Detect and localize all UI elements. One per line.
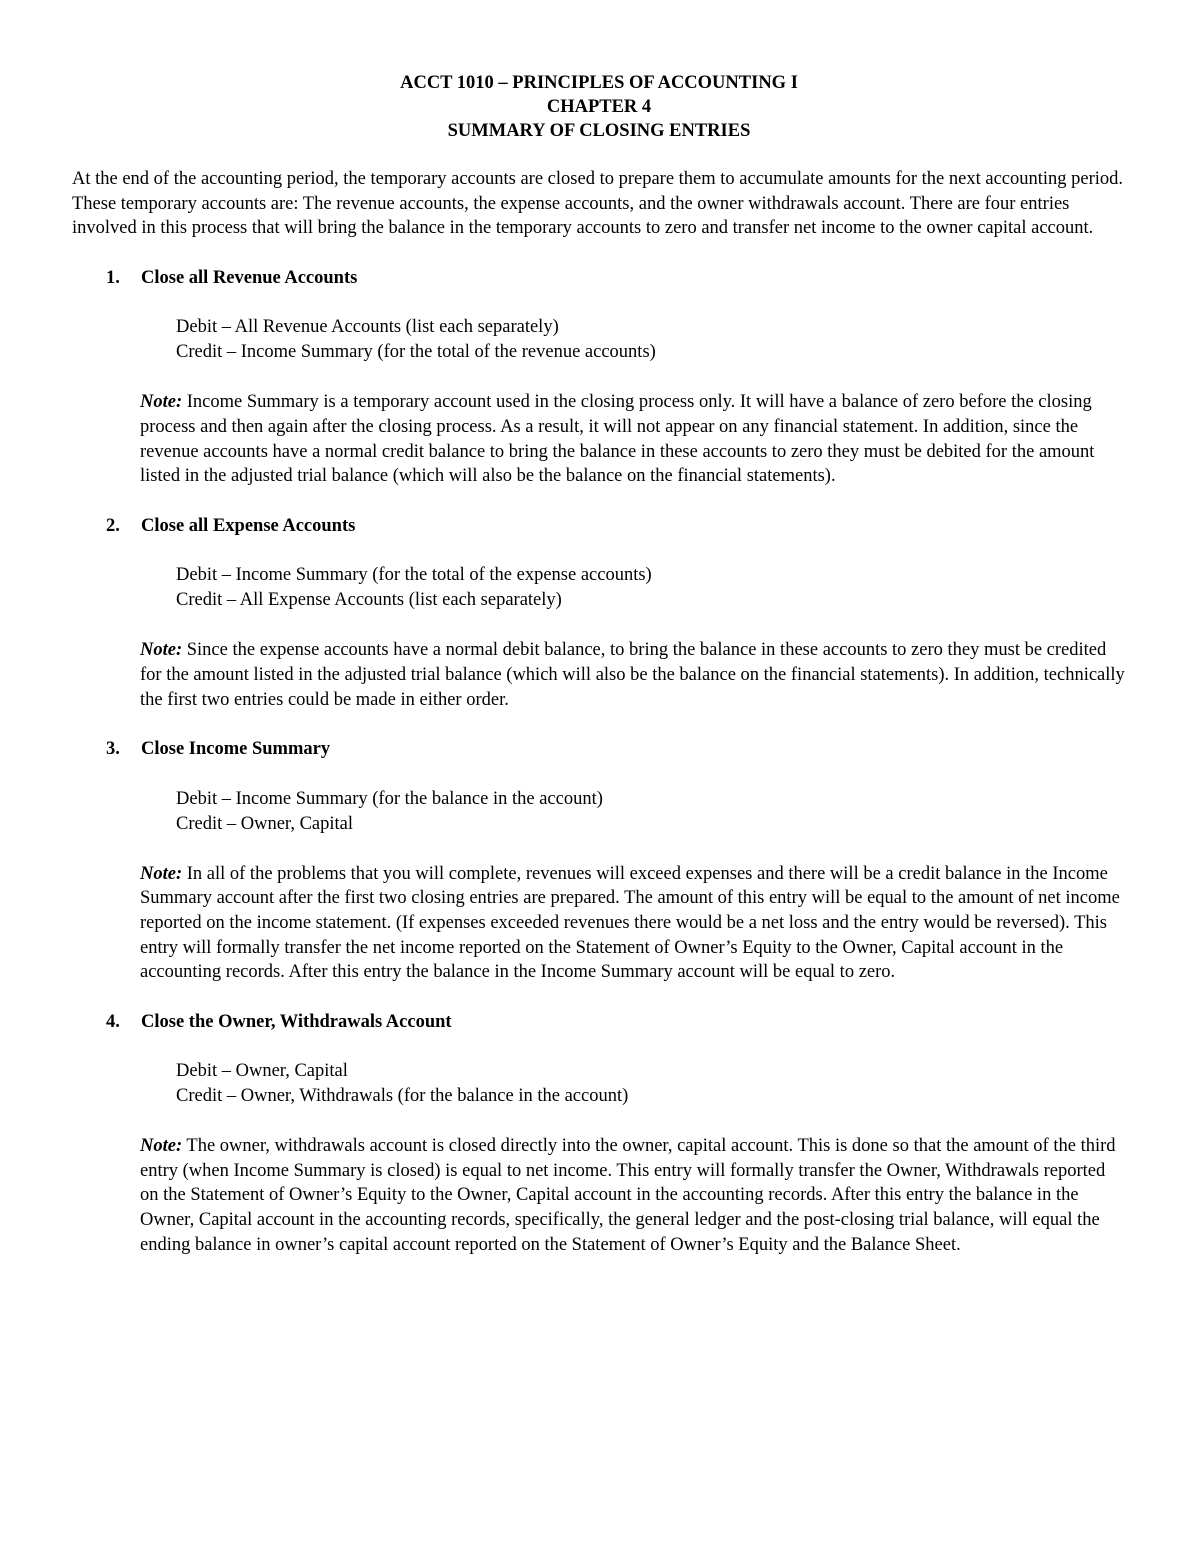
journal-entries: [176, 315, 1126, 365]
journal-entries: [176, 787, 1126, 837]
section-number: 1.: [106, 267, 120, 288]
section-number: 4.: [106, 1011, 120, 1032]
section-close-expense: [72, 514, 1126, 712]
section-heading: [106, 737, 1126, 762]
section-close-withdrawals: [72, 1010, 1126, 1258]
chapter-title: CHAPTER 4: [546, 97, 652, 117]
journal-entries: [176, 1059, 1126, 1109]
section-close-revenue: [72, 266, 1126, 489]
note-text: Income Summary is a temporary account used in the closing process only. It will have a balance of zero before the closing process and then again after the closing process. As a result, it will not appear on any financial statement. In addition, since the revenue accounts have a normal credit balance to bring the balance in these accounts to zero they must be debited for the amount listed in the adjusted trial balance (which will also be the balance on the financial statements).: [140, 392, 1095, 487]
note-paragraph: [140, 1134, 1126, 1257]
note-paragraph: [140, 390, 1126, 488]
section-title: Close all Expense Accounts: [141, 515, 356, 536]
note-paragraph: [140, 862, 1126, 985]
section-heading: [106, 266, 1126, 291]
note-label: Note:: [140, 863, 183, 884]
section-title: Close all Revenue Accounts: [141, 267, 358, 288]
note-label: Note:: [140, 392, 183, 413]
section-heading: [106, 514, 1126, 539]
section-title: Close Income Summary: [141, 739, 331, 760]
journal-entries: [176, 563, 1126, 613]
credit-line: Credit – Owner, Withdrawals (for the balance in the account): [176, 1086, 629, 1107]
note-label: Note:: [140, 640, 183, 661]
debit-line: Debit – Income Summary (for the balance in the account): [176, 788, 603, 809]
debit-line: Debit – Income Summary (for the total of the expense accounts): [176, 565, 652, 586]
document-header: [72, 71, 1126, 143]
credit-line: Credit – All Expense Accounts (list each separately): [176, 590, 562, 611]
section-title: Close the Owner, Withdrawals Account: [141, 1011, 452, 1032]
note-paragraph: [140, 638, 1126, 712]
debit-line: Debit – Owner, Capital: [176, 1061, 348, 1082]
note-text: The owner, withdrawals account is closed directly into the owner, capital account. This is done so that the amount of the third entry (when Income Summary is closed) is equal to net income. This entry will formally transfer the Owner, Withdrawals reported on the Statement of Owner’s Equity to the Owner, Capital account in the accounting records. After this entry the balance in the Owner, Capital account in the accounting records, specifically, the general ledger and the post-closing trial balance, will equal the ending balance in owner’s capital account reported on the Statement of Owner’s Equity and the Balance Sheet.: [140, 1136, 1116, 1255]
section-number: 2.: [106, 515, 120, 536]
note-label: Note:: [140, 1136, 183, 1157]
section-close-income-summary: [72, 737, 1126, 985]
note-text: In all of the problems that you will complete, revenues will exceed expenses and there will be a credit balance in the Income Summary account after the first two closing entries are prepared. The amount of this entry will be equal to the amount of net income reported on the income statement. (If expenses exceeded revenues there would be a net loss and the entry would be reversed). This entry will formally transfer the net income reported on the Statement of Owner’s Equity to the Owner, Capital account in the accounting records. After this entry the balance in the Income Summary account will be equal to zero.: [140, 863, 1120, 983]
note-text: Since the expense accounts have a normal debit balance, to bring the balance in these accounts to zero they must be credited for the amount listed in the adjusted trial balance (which will also be the balance on the financial statements). In addition, technically the first two entries could be made in either order.: [140, 640, 1125, 710]
intro-paragraph: At the end of the accounting period, the temporary accounts are closed to prepare them to accumulate amounts for the next accounting period. These temporary accounts are: The revenue accounts, the expense accounts, and the owner withdrawals account. There are four entries involved in this process that will bring the balance in the temporary accounts to zero and transfer net income to the owner capital account.: [72, 169, 1124, 239]
summary-title: SUMMARY OF CLOSING ENTRIES: [447, 121, 751, 141]
section-number: 3.: [106, 739, 120, 760]
course-title: ACCT 1010 – PRINCIPLES OF ACCOUNTING I: [400, 73, 798, 93]
credit-line: Credit – Owner, Capital: [176, 813, 354, 834]
debit-line: Debit – All Revenue Accounts (list each separately): [176, 317, 559, 338]
credit-line: Credit – Income Summary (for the total of the revenue accounts): [176, 342, 656, 363]
section-heading: [106, 1010, 1126, 1035]
